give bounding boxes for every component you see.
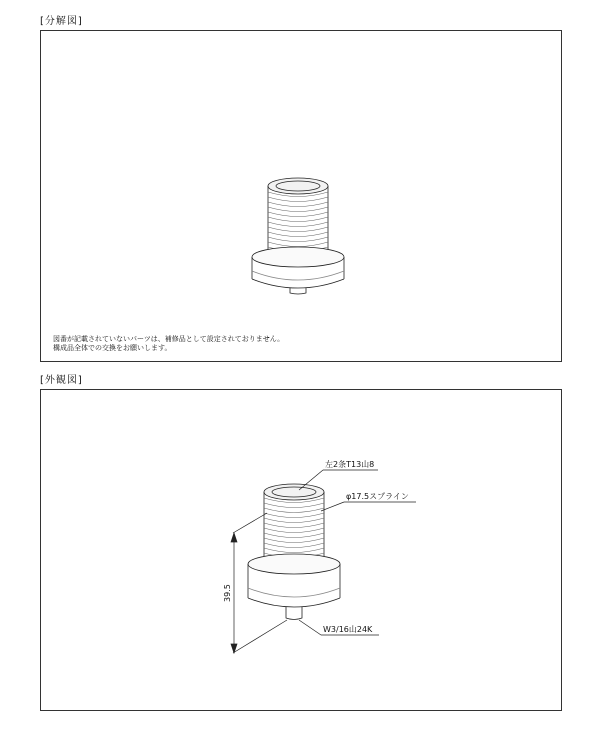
exterior-view-title: [外観図]	[40, 375, 83, 386]
exploded-note-1: 図番が記載されていないパーツは、補修品として設定されておりません。	[53, 335, 285, 343]
thread-bottom-label: W3/16山24K	[323, 625, 373, 634]
exploded-part-drawing	[41, 31, 563, 363]
exploded-note-2: 構成品全体での交換をお願いします。	[53, 344, 172, 352]
exploded-view-title: [分解図]	[40, 16, 83, 27]
thread-top-label: 左2条T13山8	[325, 460, 375, 469]
exterior-part-drawing	[41, 390, 563, 712]
exterior-view-frame	[40, 389, 562, 711]
spline-label: φ17.5スプライン	[346, 492, 409, 501]
exploded-view-frame	[40, 30, 562, 362]
height-dimension-label: 39.5	[223, 584, 232, 602]
